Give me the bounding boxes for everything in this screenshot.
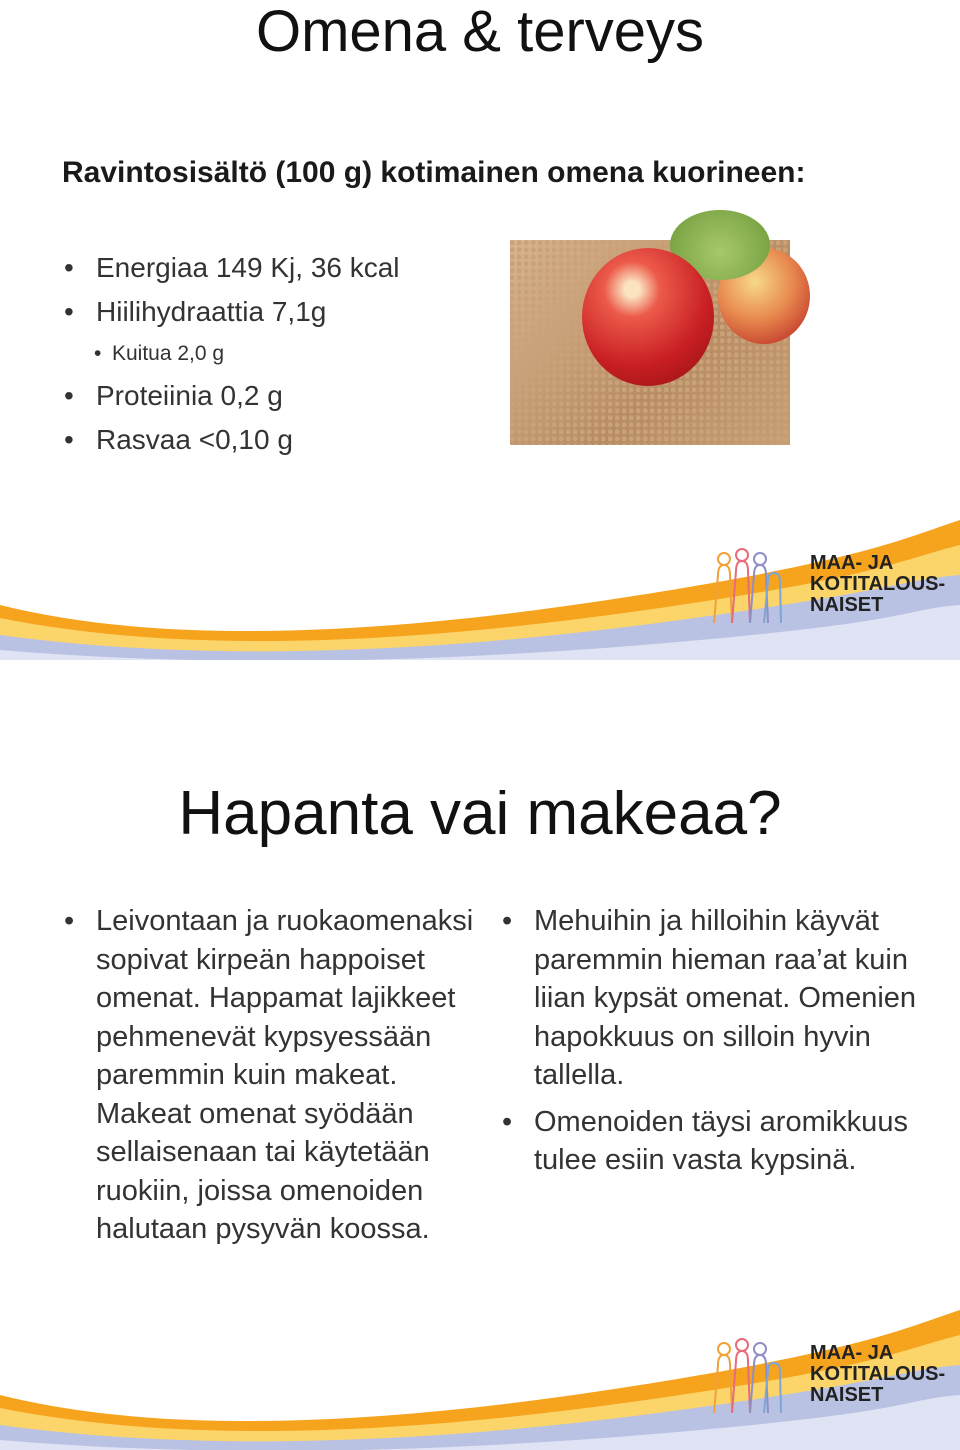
women-figures-logo-icon xyxy=(704,545,782,625)
list-item-energy: • Energiaa 149 Kj, 36 kcal xyxy=(60,246,400,290)
slide-title: Hapanta vai makeaa? xyxy=(178,790,782,848)
list-item-aroma: • Omenoiden täysi aromikkuus tulee esiin vasta kypsinä. xyxy=(498,1103,928,1180)
women-figures-logo-icon xyxy=(704,1335,782,1415)
list-item-fat: • Rasvaa <0,10 g xyxy=(60,418,400,462)
nutrition-list xyxy=(60,246,400,462)
slide-sour-or-sweet xyxy=(0,790,960,1450)
left-column-list xyxy=(60,902,480,1257)
organization-logo-text: MAA- JA KOTITALOUS- NAISET xyxy=(810,1342,946,1406)
list-item-juices: • Mehuihin ja hilloihin käyvät paremmin hieman raa’at kuin liian kypsät omenat. Omenien hapokkuus on silloin hyvin tallella. xyxy=(498,902,928,1095)
nutrition-heading: Ravintosisältö (100 g) kotimainen omena kuorineen: xyxy=(62,156,806,189)
list-item-baking: • Leivontaan ja ruokaomenaksi sopivat kirpeän happoiset omenat. Happamat lajikkeet pehmenevät kypsyessään paremmin kuin makeat. Makeat omenat syödään sellaisenaan tai käytetään ruokiin, joissa omenoiden halutaan pysyvän koossa. xyxy=(60,902,480,1249)
list-item-carbohydrate: • Hiilihydraattia 7,1g xyxy=(60,290,400,334)
apple-front-image xyxy=(582,248,714,386)
list-item-protein: • Proteiinia 0,2 g xyxy=(60,374,400,418)
organization-logo-text: MAA- JA KOTITALOUS- NAISET xyxy=(810,552,946,616)
slide-nutrition xyxy=(0,0,960,660)
apples-photo xyxy=(510,240,790,445)
right-column-list xyxy=(498,902,928,1188)
slide-title: Omena & terveys xyxy=(255,0,705,64)
list-item-fiber: • Kuitua 2,0 g xyxy=(60,334,400,374)
